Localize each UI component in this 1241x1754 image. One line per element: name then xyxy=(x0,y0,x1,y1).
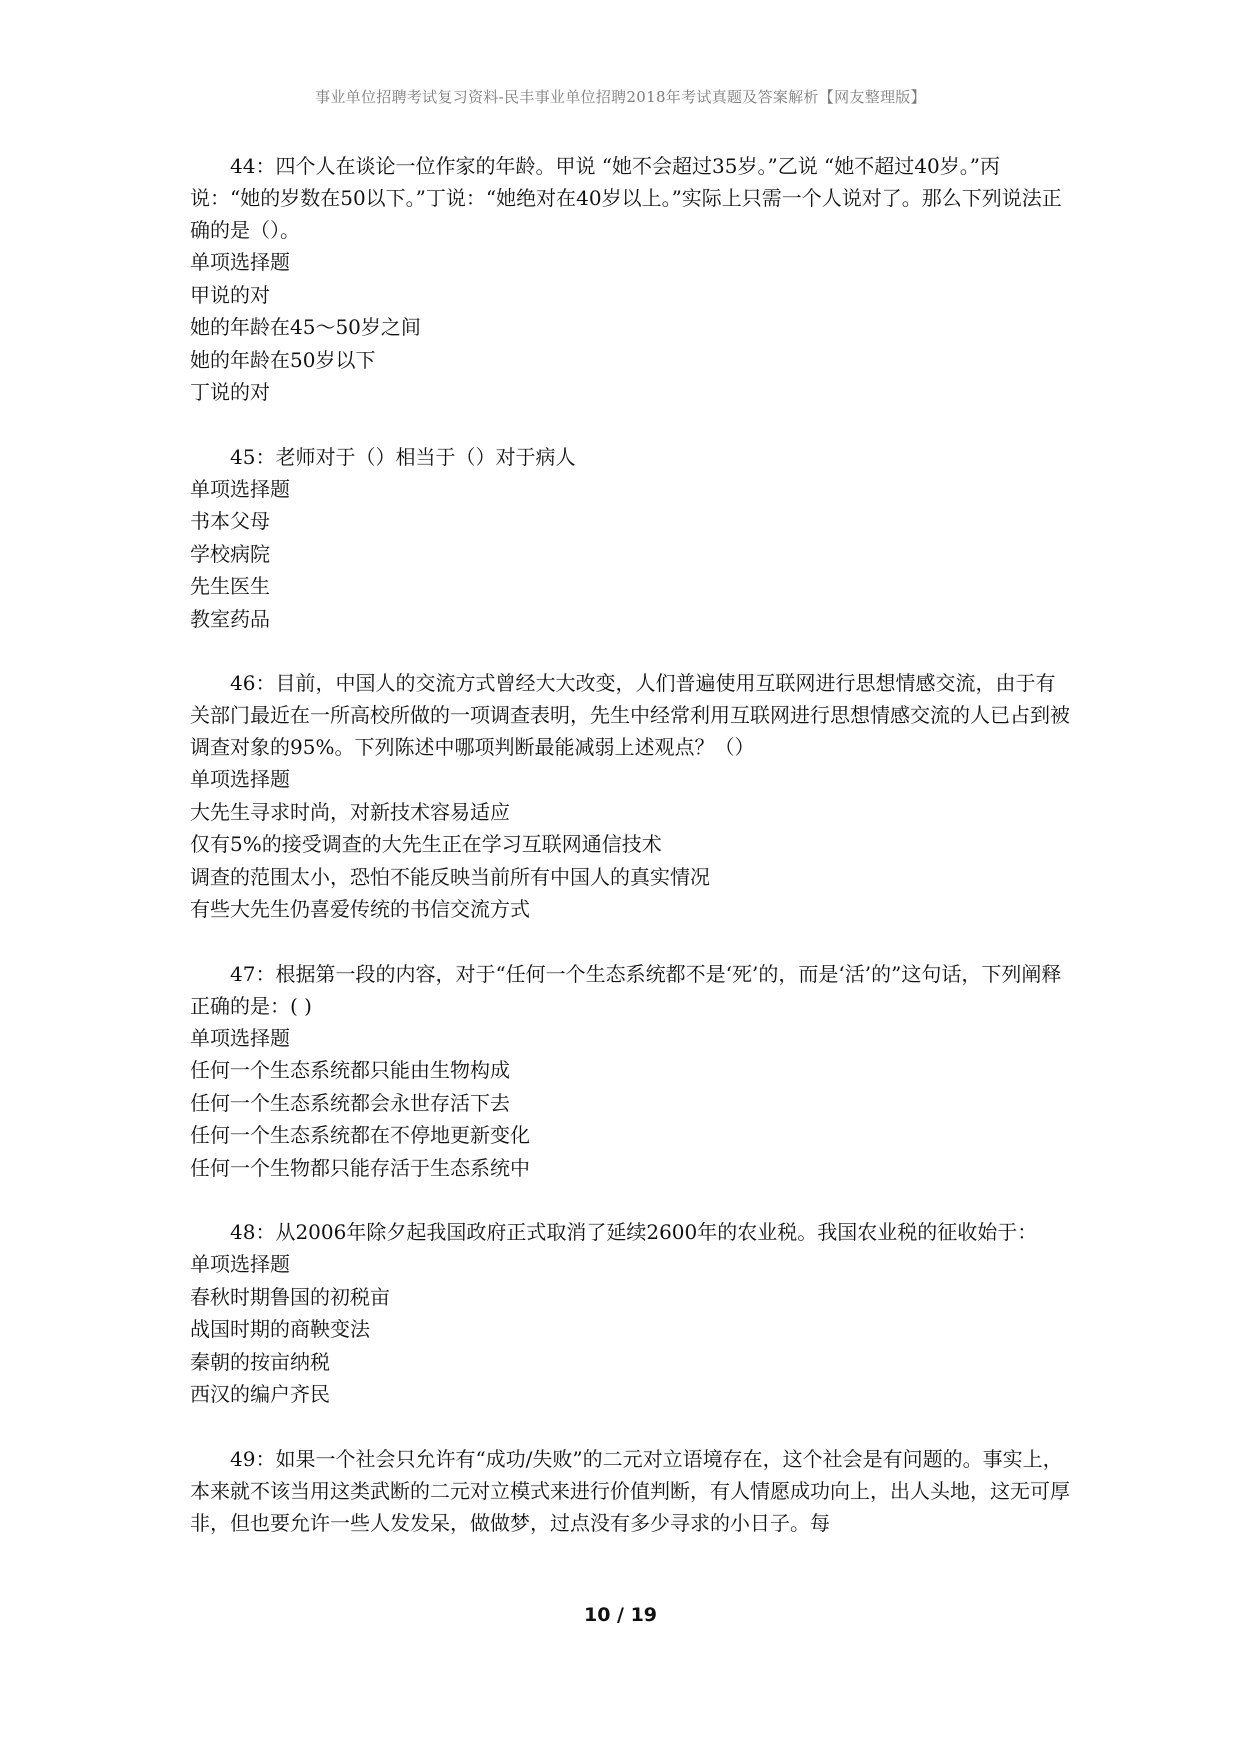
page-number: 10 / 19 xyxy=(583,1604,658,1626)
option-b: 学校病院 xyxy=(190,541,270,566)
option-c: 先生医生 xyxy=(190,574,270,598)
option-d: 教室药品 xyxy=(190,606,270,631)
document-body xyxy=(190,150,1070,1571)
option-b: 战国时期的商鞅变法 xyxy=(190,1317,370,1341)
question-stem: 47：根据第一段的内容，对于“任何一个生态系统都不是‘死’的，而是‘活’的”这句话，下列阐释正确的是：( ) xyxy=(190,961,1062,1018)
question-47 xyxy=(190,958,1070,1185)
question-45 xyxy=(190,441,1070,636)
question-type: 单项选择题 xyxy=(190,1025,290,1050)
option-a: 春秋时期鲁国的初税亩 xyxy=(190,1284,390,1309)
question-stem: 45：老师对于（）相当于（）对于病人 xyxy=(230,444,576,469)
option-c: 秦朝的按亩纳税 xyxy=(190,1349,330,1374)
option-a: 甲说的对 xyxy=(190,282,270,307)
option-d: 任何一个生物都只能存活于生态系统中 xyxy=(190,1155,530,1180)
question-stem: 44：四个人在谈论一位作家的年龄。甲说 “她不会超过35岁。”乙说 “她不超过40岁。”丙说：“她的岁数在50以下。”丁说：“她绝对在40岁以上。”实际上只需一个人说对了。那么下列说法正确的是（）。 xyxy=(190,154,1062,242)
option-a: 任何一个生态系统都只能由生物构成 xyxy=(190,1058,510,1082)
question-46 xyxy=(190,667,1070,926)
question-49 xyxy=(190,1443,1070,1539)
question-type: 单项选择题 xyxy=(190,250,290,274)
question-type: 单项选择题 xyxy=(190,1252,290,1276)
question-type: 单项选择题 xyxy=(190,767,290,791)
option-b: 仅有5%的接受调查的大先生正在学习互联网通信技术 xyxy=(190,832,662,856)
option-a: 大先生寻求时尚，对新技术容易适应 xyxy=(190,799,510,824)
option-c: 调查的范围太小，恐怕不能反映当前所有中国人的真实情况 xyxy=(190,864,710,889)
question-type: 单项选择题 xyxy=(190,476,290,501)
option-b: 她的年龄在45～50岁之间 xyxy=(190,315,421,339)
question-44 xyxy=(190,150,1070,409)
option-a: 书本父母 xyxy=(190,509,270,533)
option-d: 丁说的对 xyxy=(190,380,270,404)
option-d: 有些大先生仍喜爱传统的书信交流方式 xyxy=(190,897,530,921)
question-48 xyxy=(190,1216,1070,1411)
option-c: 任何一个生态系统都在不停地更新变化 xyxy=(190,1123,530,1147)
question-stem: 46：目前，中国人的交流方式曾经大大改变，人们普遍使用互联网进行思想情感交流，由于有关部门最近在一所高校所做的一项调查表明，先生中经常利用互联网进行思想情感交流的人已占到被调查对象的95%。下列陈述中哪项判断最能减弱上述观点？（） xyxy=(190,671,1070,759)
option-b: 任何一个生态系统都会永世存活下去 xyxy=(190,1090,510,1115)
document-header: 事业单位招聘考试复习资料-民丰事业单位招聘2018年考试真题及答案解析【网友整理版】 xyxy=(315,88,926,106)
question-stem: 49：如果一个社会只允许有“成功/失败”的二元对立语境存在，这个社会是有问题的。事实上，本来就不该当用这类武断的二元对立模式来进行价值判断，有人情愿成功向上，出人头地，这无可厚非，但也要允许一些人发发呆，做做梦，过点没有多少寻求的小日子。每 xyxy=(190,1446,1070,1535)
option-d: 西汉的编户齐民 xyxy=(190,1382,330,1406)
option-c: 她的年龄在50岁以下 xyxy=(190,347,376,372)
question-stem: 48：从2006年除夕起我国政府正式取消了延续2600年的农业税。我国农业税的征收始于： xyxy=(230,1220,1038,1244)
